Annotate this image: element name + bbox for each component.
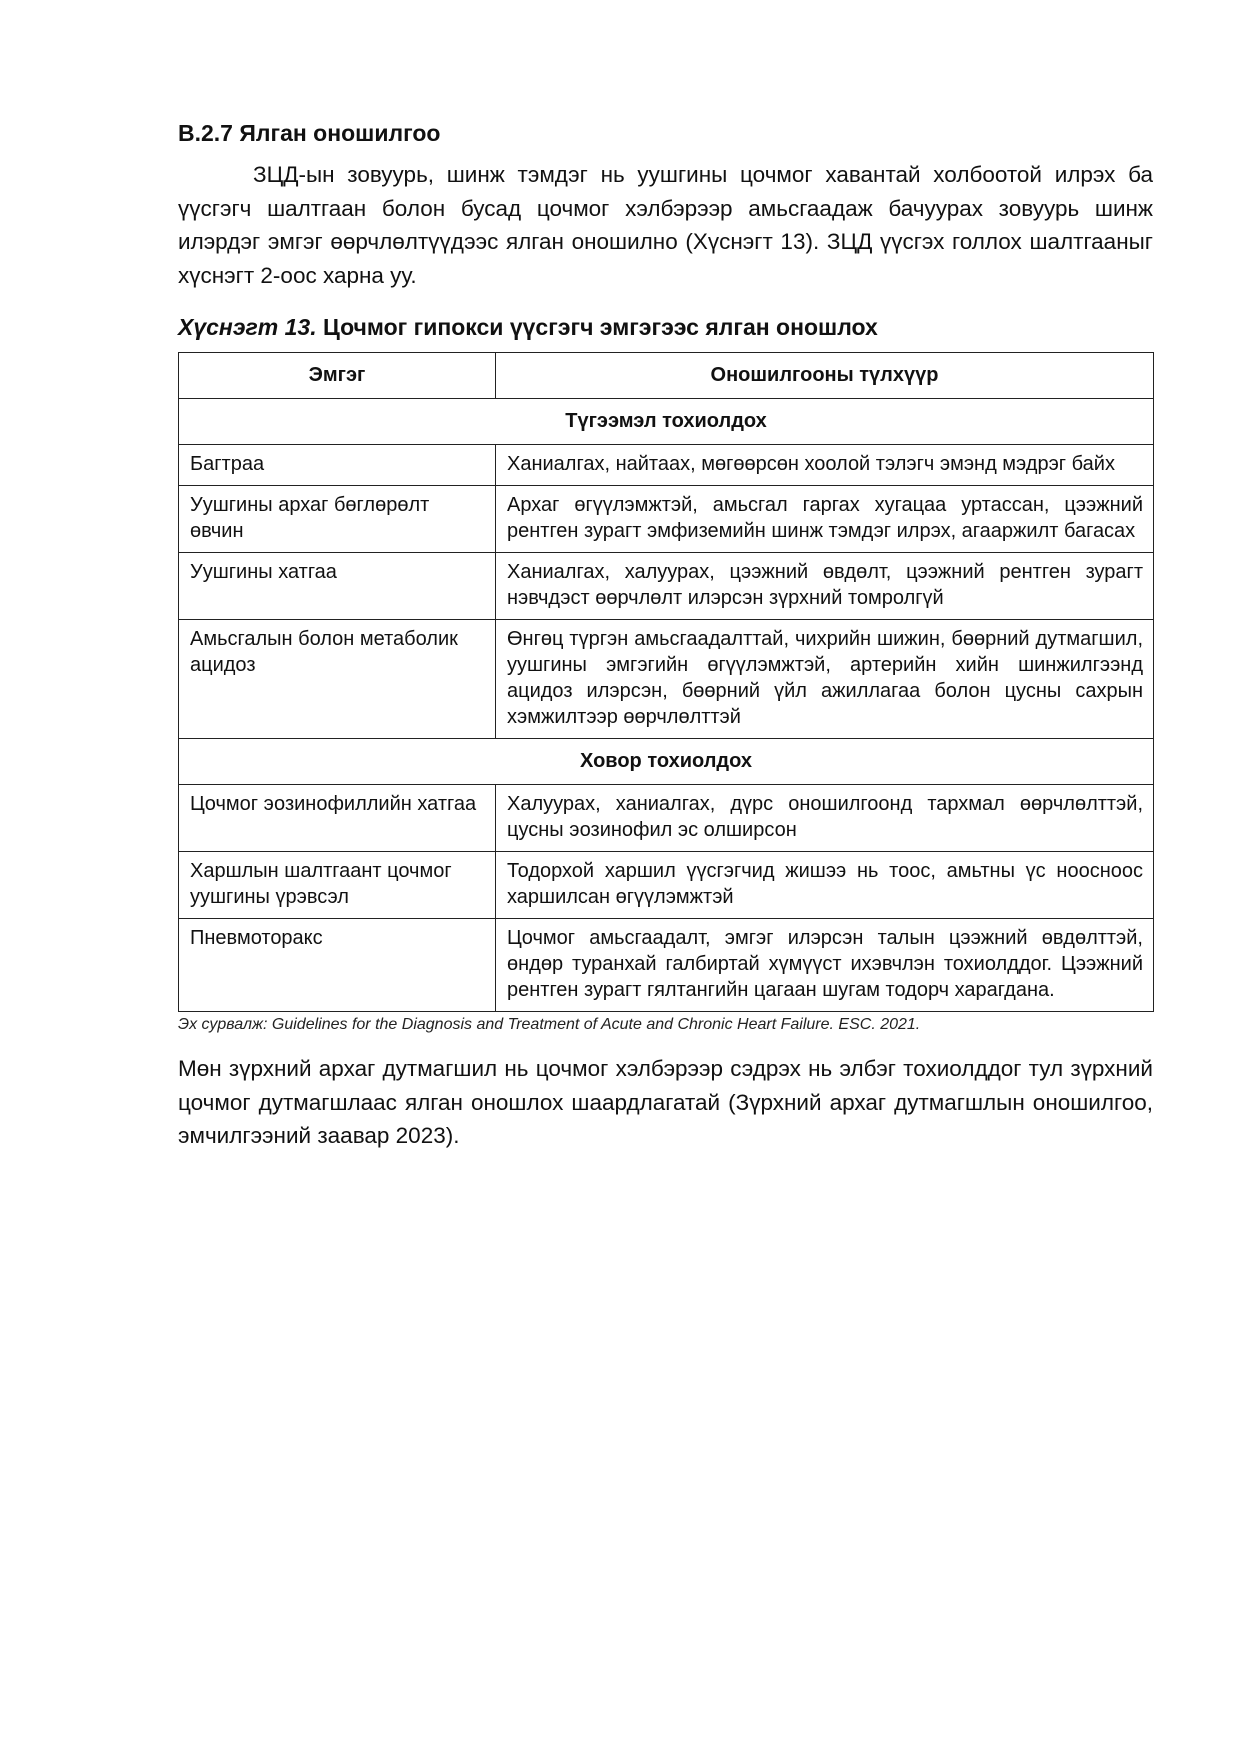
diagnostic-key-cell: Тодорхой харшил үүсгэгчид жишээ нь тоос, амьтны үс ноосноос харшилсан өгүүлэмжтэй: [496, 852, 1154, 919]
header-diagnostic-key: Оношилгооны түлхүүр: [496, 353, 1154, 399]
table-row: [179, 486, 1154, 553]
diagnostic-key-cell: Архаг өгүүлэмжтэй, амьсгал гаргах хугацаа уртассан, цээжний рентген зурагт эмфиземийн шинж тэмдэг илрэх, агааржилт багасах: [496, 486, 1154, 553]
condition-cell: Уушгины архаг бөглөрөлт өвчин: [179, 486, 496, 553]
group-row-rare: [179, 739, 1154, 785]
diagnostic-key-cell: Ханиалгах, халуурах, цээжний өвдөлт, цээжний рентген зурагт нэвчдэст өөрчлөлт илэрсэн зүрхний томролгүй: [496, 553, 1154, 620]
table-row: [179, 785, 1154, 852]
group-label-common: Түгээмэл тохиолдох: [179, 399, 1154, 445]
table-source-note: Эх сурвалж: Guidelines for the Diagnosis and Treatment of Acute and Chronic Heart Failure. ESC. 2021.: [178, 1016, 921, 1033]
diagnostic-key-cell: Халуурах, ханиалгах, дүрс оношилгоонд тархмал өөрчлөлттэй, цусны эозинофил эс олширсон: [496, 785, 1154, 852]
section-title: B.2.7 Ялган оношилгоо: [178, 120, 441, 146]
document-page: [178, 118, 1153, 1153]
table-row: [179, 553, 1154, 620]
table-header-row: [179, 353, 1154, 399]
condition-cell: Багтраа: [179, 445, 496, 486]
table-row: [179, 620, 1154, 739]
condition-cell: Пневмоторакс: [179, 919, 496, 1012]
table-caption-text: Цочмог гипокси үүсгэгч эмгэгээс ялган оношлох: [316, 314, 878, 340]
group-label-rare: Ховор тохиолдох: [179, 739, 1154, 785]
diagnostic-key-cell: Цочмог амьсгаадалт, эмгэг илэрсэн талын цээжний өвдөлттэй, өндөр туранхай галбиртай хүмүүст ихэвчлэн тохиолддог. Цээжний рентген зурагт гялтангийн цагаан шугам тодорч харагдана.: [496, 919, 1154, 1012]
diagnostic-key-cell: Ханиалгах, найтаах, мөгөөрсөн хоолой тэлэгч эмэнд мэдрэг байх: [496, 445, 1154, 486]
group-row-common: [179, 399, 1154, 445]
table-row: [179, 445, 1154, 486]
closing-paragraph: Мөн зүрхний архаг дутмагшил нь цочмог хэлбэрээр сэдрэх нь элбэг тохиолддог тул зүрхний цочмог дутмагшлаас ялган оношлох шаардлагатай (Зүрхний архаг дутмагшлын оношилгоо, эмчилгээний заавар 2023).: [178, 1056, 1153, 1148]
condition-cell: Харшлын шалтгаант цочмог уушгины үрэвсэл: [179, 852, 496, 919]
condition-cell: Цочмог эозинофиллийн хатгаа: [179, 785, 496, 852]
condition-cell: Амьсгалын болон метаболик ацидоз: [179, 620, 496, 739]
condition-cell: Уушгины хатгаа: [179, 553, 496, 620]
header-condition: Эмгэг: [179, 353, 496, 399]
table-caption-label: Хүснэгт 13.: [178, 314, 317, 340]
table-row: [179, 919, 1154, 1012]
differential-diagnosis-table: [178, 352, 1154, 1012]
diagnostic-key-cell: Өнгөц түргэн амьсгаадалттай, чихрийн шижин, бөөрний дутмагшил, уушгины эмгэгийн өгүүлэмжтэй, артерийн хийн шинжилгээнд ацидоз илэрсэн, бөөрний үйл ажиллагаа болон цусны сахрын хэмжилтээр өөрчлөлттэй: [496, 620, 1154, 739]
table-caption: [178, 312, 1153, 342]
intro-paragraph: ЗЦД-ын зовуурь, шинж тэмдэг нь уушгины цочмог хавантай холбоотой илрэх ба үүсгэгч шалтгаан болон бусад цочмог хэлбэрээр амьсгаадаж бачуурах зовуурь шинж илэрдэг эмгэг өөрчлөлтүүдээс ялган оношилно (Хүснэгт 13). ЗЦД үүсгэх голлох шалтгааныг хүснэгт 2-оос харна уу.: [178, 162, 1153, 288]
table-row: [179, 852, 1154, 919]
